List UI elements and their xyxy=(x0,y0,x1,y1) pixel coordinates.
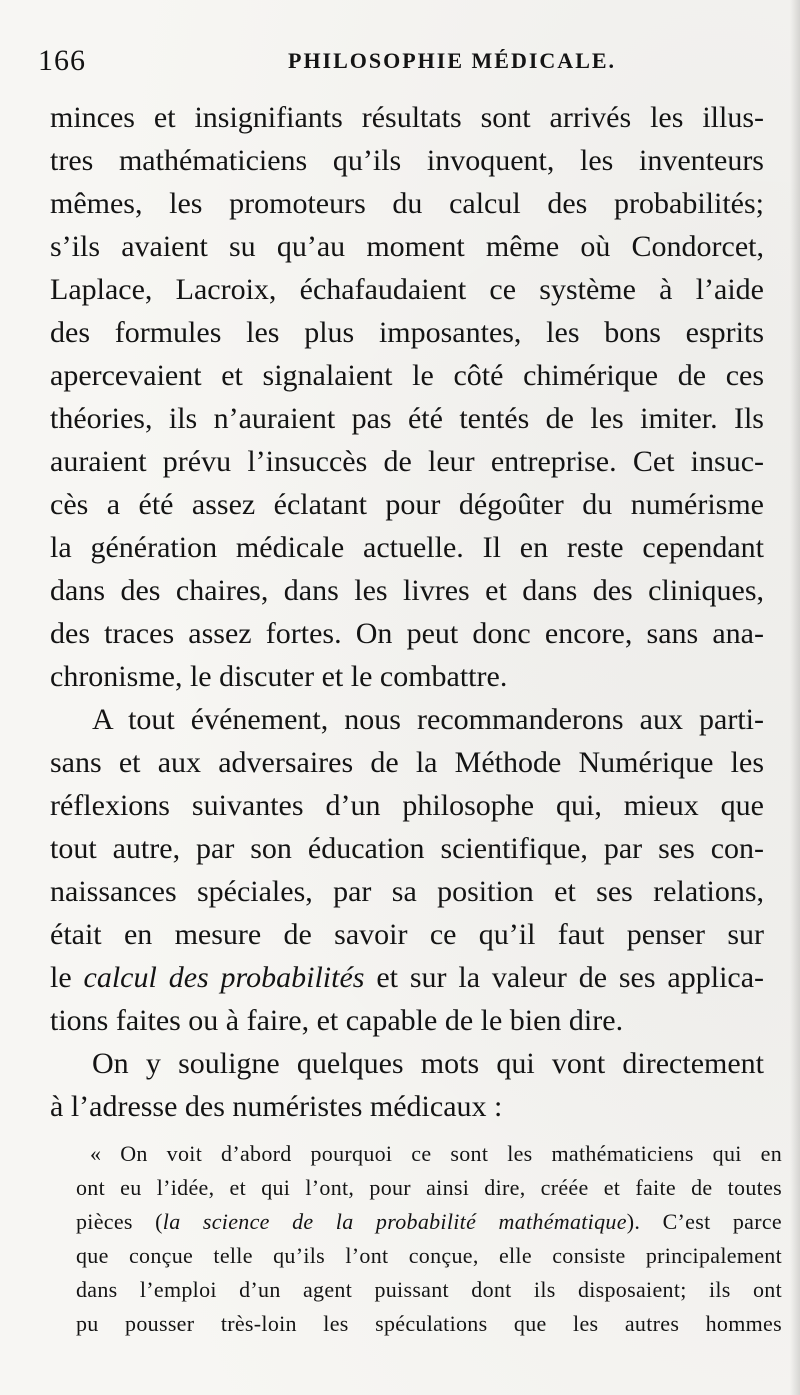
text-line: dans des chaires, dans les livres et dans des cliniques, xyxy=(50,574,764,607)
text-line: mêmes, les promoteurs du calcul des probabilités; xyxy=(50,187,764,220)
text-line: tres mathématiciens qu’ils invoquent, les inventeurs xyxy=(50,144,764,177)
text-line: tions faites ou à faire, et capable de le bien dire. xyxy=(50,1004,624,1037)
page-number: 166 xyxy=(38,44,86,77)
text-line-with-italic xyxy=(50,956,764,999)
text-line: s’ils avaient su qu’au moment même où Condorcet, xyxy=(50,230,764,263)
quote-line: dans l’emploi d’un agent puissant dont ils disposaient; ils ont xyxy=(76,1277,782,1302)
text-line: Laplace, Lacroix, échafaudaient ce système à l’aide xyxy=(50,273,764,306)
text-line: réflexions suivantes d’un philosophe qui, mieux que xyxy=(50,789,764,822)
running-head: PHILOSOPHIE MÉDICALE. xyxy=(288,48,617,73)
paragraph-start-line: On y souligne quelques mots qui vont directement xyxy=(92,1047,764,1080)
italic-emphasis: la science de la probabilité mathématique xyxy=(162,1209,627,1234)
text-line: à l’adresse des numéristes médicaux : xyxy=(50,1090,503,1123)
text-line: des formules les plus imposantes, les bons esprits xyxy=(50,316,764,349)
page-header xyxy=(38,44,758,84)
text-fragment: pièces ( xyxy=(76,1209,163,1234)
paragraph-start-line: A tout événement, nous recommanderons aux parti- xyxy=(92,703,764,736)
quote-line-with-italic xyxy=(76,1205,782,1239)
text-line: tout autre, par son éducation scientifique, par ses con- xyxy=(50,832,764,865)
text-line: chronisme, le discuter et le combattre. xyxy=(50,660,508,693)
quote-line: ont eu l’idée, et qui l’ont, pour ainsi dire, créée et faite de toutes xyxy=(76,1175,782,1200)
text-line: des traces assez fortes. On peut donc encore, sans ana- xyxy=(50,617,764,650)
quote-line: que conçue telle qu’ils l’ont conçue, elle consiste principalement xyxy=(76,1243,782,1268)
text-line: naissances spéciales, par sa position et ses relations, xyxy=(50,875,764,908)
text-line: sans et aux adversaires de la Méthode Numérique les xyxy=(50,746,764,779)
text-fragment: ). C’est parce xyxy=(626,1209,782,1234)
quote-line: pu pousser très-loin les spéculations que les autres hommes xyxy=(76,1311,782,1336)
italic-emphasis: calcul des probabilités xyxy=(83,961,365,994)
text-line: auraient prévu l’insuccès de leur entreprise. Cet insuc- xyxy=(50,445,764,478)
text-line: minces et insignifiants résultats sont arrivés les illus- xyxy=(50,101,764,134)
text-fragment: le xyxy=(50,961,72,994)
text-line: la génération médicale actuelle. Il en reste cependant xyxy=(50,531,764,564)
text-line: théories, ils n’auraient pas été tentés de les imiter. Ils xyxy=(50,402,764,435)
quote-line: « On voit d’abord pourquoi ce sont les mathématiciens qui en xyxy=(90,1141,782,1166)
body-text xyxy=(50,96,764,1128)
text-line: était en mesure de savoir ce qu’il faut penser sur xyxy=(50,918,764,951)
text-line: cès a été assez éclatant pour dégoûter du numérisme xyxy=(50,488,764,521)
block-quote xyxy=(76,1137,782,1341)
text-fragment: et sur la valeur de ses applica- xyxy=(376,961,765,994)
text-line: apercevaient et signalaient le côté chimérique de ces xyxy=(50,359,764,392)
page-gutter-shadow xyxy=(790,0,800,1395)
